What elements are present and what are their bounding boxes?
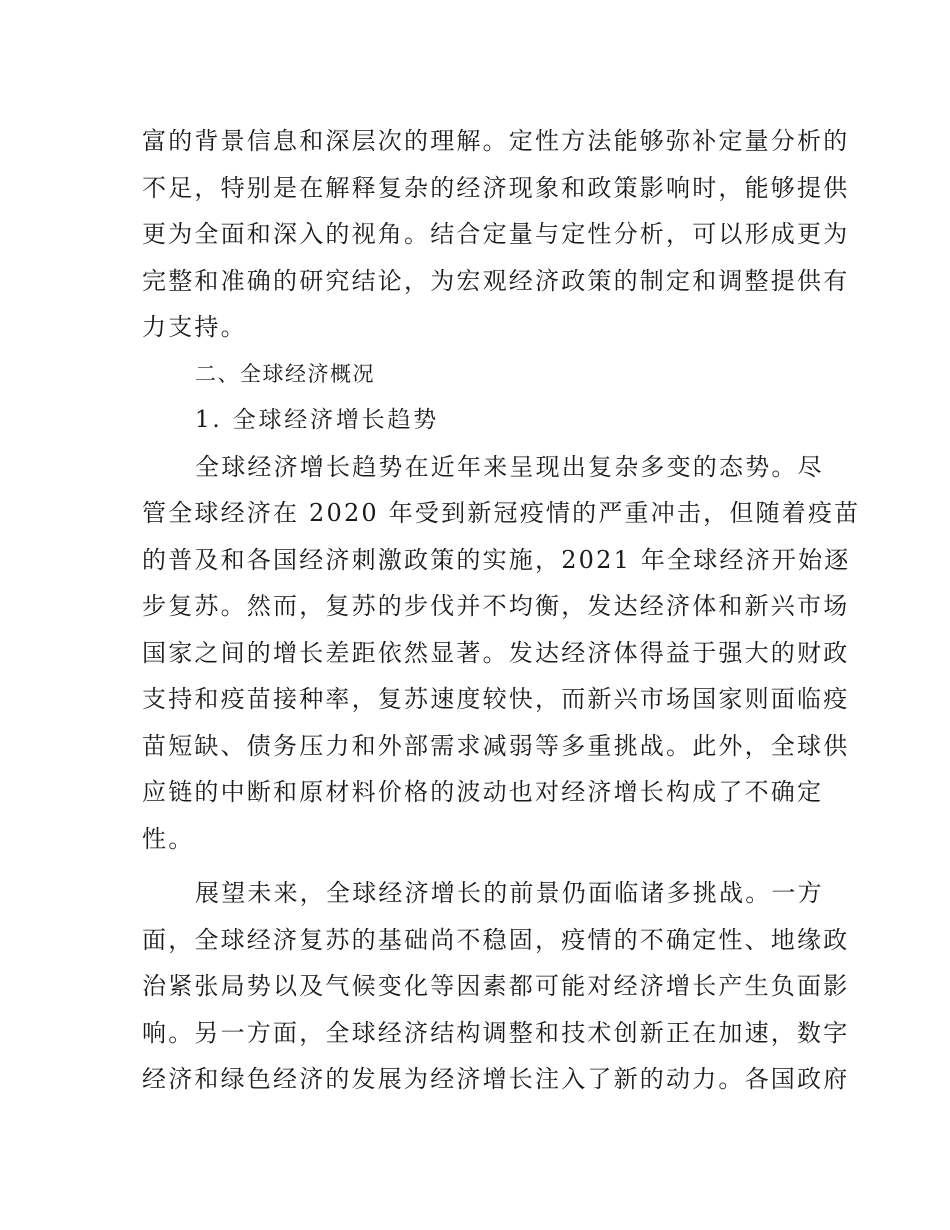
text-line: 的普及和各国经济刺激政策的实施，2021 年全球经济开始逐: [142, 545, 851, 574]
text-line: 步复苏。然而，复苏的步伐并不均衡，发达经济体和新兴市场: [142, 592, 850, 620]
section-heading: 二、全球经济概况: [195, 361, 375, 386]
paragraph-outlook: [142, 870, 850, 1103]
text-line: 完整和准确的研究结论，为宏观经济政策的制定和调整提供有: [142, 266, 850, 295]
text-line: 展望未来，全球经济增长的前景仍面临诸多挑战。一方: [195, 879, 824, 907]
text-line: 全球经济增长趋势在近年来呈现出复杂多变的态势。尽: [195, 452, 824, 481]
document-body: [142, 118, 861, 1103]
text-line: 不足，特别是在解释复杂的经济现象和政策影响时，能够提供: [142, 173, 850, 202]
paragraph-intro: [142, 118, 850, 351]
text-line: 治紧张局势以及气候变化等因素都可能对经济增长产生负面影: [142, 972, 850, 1000]
text-line: 国家之间的增长差距依然显著。发达经济体得益于强大的财政: [142, 638, 850, 667]
text-line: 响。另一方面，全球经济结构调整和技术创新正在加速，数字: [142, 1018, 850, 1047]
paragraph-trend: [142, 444, 861, 863]
text-line: 性。: [142, 824, 195, 853]
subsection-heading: 1. 全球经济增长趋势: [195, 407, 440, 433]
text-line: 管全球经济在 2020 年受到新冠疫情的严重冲击，但随着疫苗: [142, 499, 861, 527]
text-line: 力支持。: [142, 313, 247, 341]
paragraph-spacer: [142, 862, 810, 870]
text-line: 应链的中断和原材料价格的波动也对经济增长构成了不确定: [142, 778, 824, 806]
text-line: 苗短缺、债务压力和外部需求减弱等多重挑战。此外，全球供: [142, 731, 850, 760]
text-line: 面，全球经济复苏的基础尚不稳固，疫情的不确定性、地缘政: [142, 925, 850, 954]
text-line: 经济和绿色经济的发展为经济增长注入了新的动力。各国政府: [142, 1065, 850, 1093]
text-line: 更为全面和深入的视角。结合定量与定性分析，可以形成更为: [142, 220, 850, 248]
text-line: 支持和疫苗接种率，复苏速度较快，而新兴市场国家则面临疫: [142, 685, 850, 713]
text-line: 富的背景信息和深层次的理解。定性方法能够弥补定量分析的: [142, 127, 850, 155]
